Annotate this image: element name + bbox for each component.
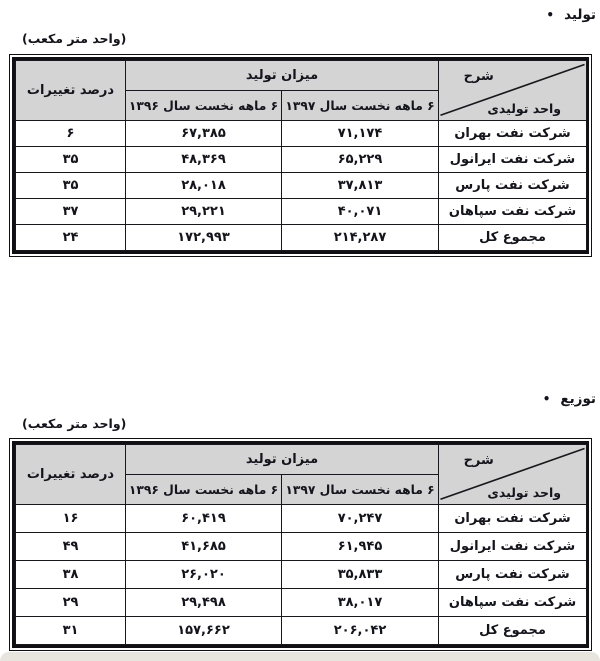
header-unit-label: واحد تولیدی	[487, 485, 562, 500]
year-1396-header-cell: ۶ ماهه نخست سال ۱۳۹۶	[126, 475, 282, 505]
distribution-section-title	[543, 391, 596, 407]
percent-cell: ۳۷	[16, 199, 126, 225]
section-title-text: توزیع	[560, 391, 596, 407]
value-1396-cell: ۲۶,۰۲۰	[126, 561, 282, 589]
table-row	[16, 589, 587, 617]
company-name-cell: شرکت نفت پارس	[439, 561, 587, 589]
value-1396-cell: ۴۸,۳۶۹	[126, 147, 282, 173]
table-row	[16, 505, 587, 533]
percent-cell: ۳۵	[16, 173, 126, 199]
table-row	[16, 617, 587, 645]
percent-cell: ۴۹	[16, 533, 126, 561]
section-title-text: تولید	[564, 7, 596, 23]
company-name-cell: شرکت نفت ایرانول	[439, 147, 587, 173]
value-1396-cell: ۱۵۷,۶۶۲	[126, 617, 282, 645]
company-name-cell: شرکت نفت بهران	[439, 505, 587, 533]
percent-cell: ۶	[16, 121, 126, 147]
group-header-cell: میزان تولید	[126, 445, 439, 475]
value-1397-cell: ۲۱۴,۲۸۷	[282, 225, 439, 251]
table-row	[16, 561, 587, 589]
percent-cell: ۱۶	[16, 505, 126, 533]
unit-note: (واحد متر مکعب)	[22, 31, 127, 46]
year-1397-header-cell: ۶ ماهه نخست سال ۱۳۹۷	[282, 91, 439, 121]
table-row	[16, 199, 587, 225]
value-1397-cell: ۴۰,۰۷۱	[282, 199, 439, 225]
year-1396-header-cell: ۶ ماهه نخست سال ۱۳۹۶	[126, 91, 282, 121]
table-row	[16, 173, 587, 199]
data-table	[15, 444, 587, 645]
value-1397-cell: ۳۸,۰۱۷	[282, 589, 439, 617]
percent-cell: ۲۹	[16, 589, 126, 617]
company-name-cell: شرکت نفت بهران	[439, 121, 587, 147]
header-sharh-label: شرح	[463, 453, 494, 468]
table-row	[16, 121, 587, 147]
production-section-title	[546, 7, 596, 23]
value-1397-cell: ۶۵,۲۲۹	[282, 147, 439, 173]
value-1396-cell: ۴۱,۶۸۵	[126, 533, 282, 561]
company-name-cell: شرکت نفت پارس	[439, 173, 587, 199]
table-row	[16, 225, 587, 251]
total-row-label-cell: مجموع کل	[439, 225, 587, 251]
diagonal-header-cell	[439, 61, 587, 121]
diagonal-header-cell	[439, 445, 587, 505]
value-1396-cell: ۱۷۲,۹۹۳	[126, 225, 282, 251]
value-1397-cell: ۷۰,۲۴۷	[282, 505, 439, 533]
value-1397-cell: ۲۰۶,۰۴۲	[282, 617, 439, 645]
value-1396-cell: ۲۹,۴۹۸	[126, 589, 282, 617]
table-row	[16, 147, 587, 173]
percent-cell: ۳۸	[16, 561, 126, 589]
value-1397-cell: ۳۵,۸۳۳	[282, 561, 439, 589]
value-1396-cell: ۶۷,۳۸۵	[126, 121, 282, 147]
company-name-cell: شرکت نفت سپاهان	[439, 589, 587, 617]
percent-header-cell: درصد تغییرات	[16, 445, 126, 505]
percent-cell: ۳۵	[16, 147, 126, 173]
company-name-cell: شرکت نفت ایرانول	[439, 533, 587, 561]
value-1396-cell: ۶۰,۴۱۹	[126, 505, 282, 533]
percent-cell: ۲۴	[16, 225, 126, 251]
header-sharh-label: شرح	[463, 69, 494, 84]
table-row	[16, 533, 587, 561]
distribution-table	[12, 441, 589, 648]
group-header-cell: میزان تولید	[126, 61, 439, 91]
data-table	[15, 60, 587, 251]
bottom-panel-edge	[0, 652, 600, 661]
production-table	[12, 57, 589, 254]
total-row-label-cell: مجموع کل	[439, 617, 587, 645]
year-1397-header-cell: ۶ ماهه نخست سال ۱۳۹۷	[282, 475, 439, 505]
percent-cell: ۳۱	[16, 617, 126, 645]
header-unit-label: واحد تولیدی	[487, 101, 562, 116]
value-1396-cell: ۲۹,۲۲۱	[126, 199, 282, 225]
bullet-icon: •	[542, 392, 551, 406]
value-1397-cell: ۷۱,۱۷۴	[282, 121, 439, 147]
unit-note: (واحد متر مکعب)	[22, 416, 127, 431]
percent-header-cell: درصد تغییرات	[16, 61, 126, 121]
bullet-icon: •	[546, 8, 555, 22]
company-name-cell: شرکت نفت سپاهان	[439, 199, 587, 225]
value-1396-cell: ۲۸,۰۱۸	[126, 173, 282, 199]
value-1397-cell: ۶۱,۹۴۵	[282, 533, 439, 561]
value-1397-cell: ۳۷,۸۱۳	[282, 173, 439, 199]
